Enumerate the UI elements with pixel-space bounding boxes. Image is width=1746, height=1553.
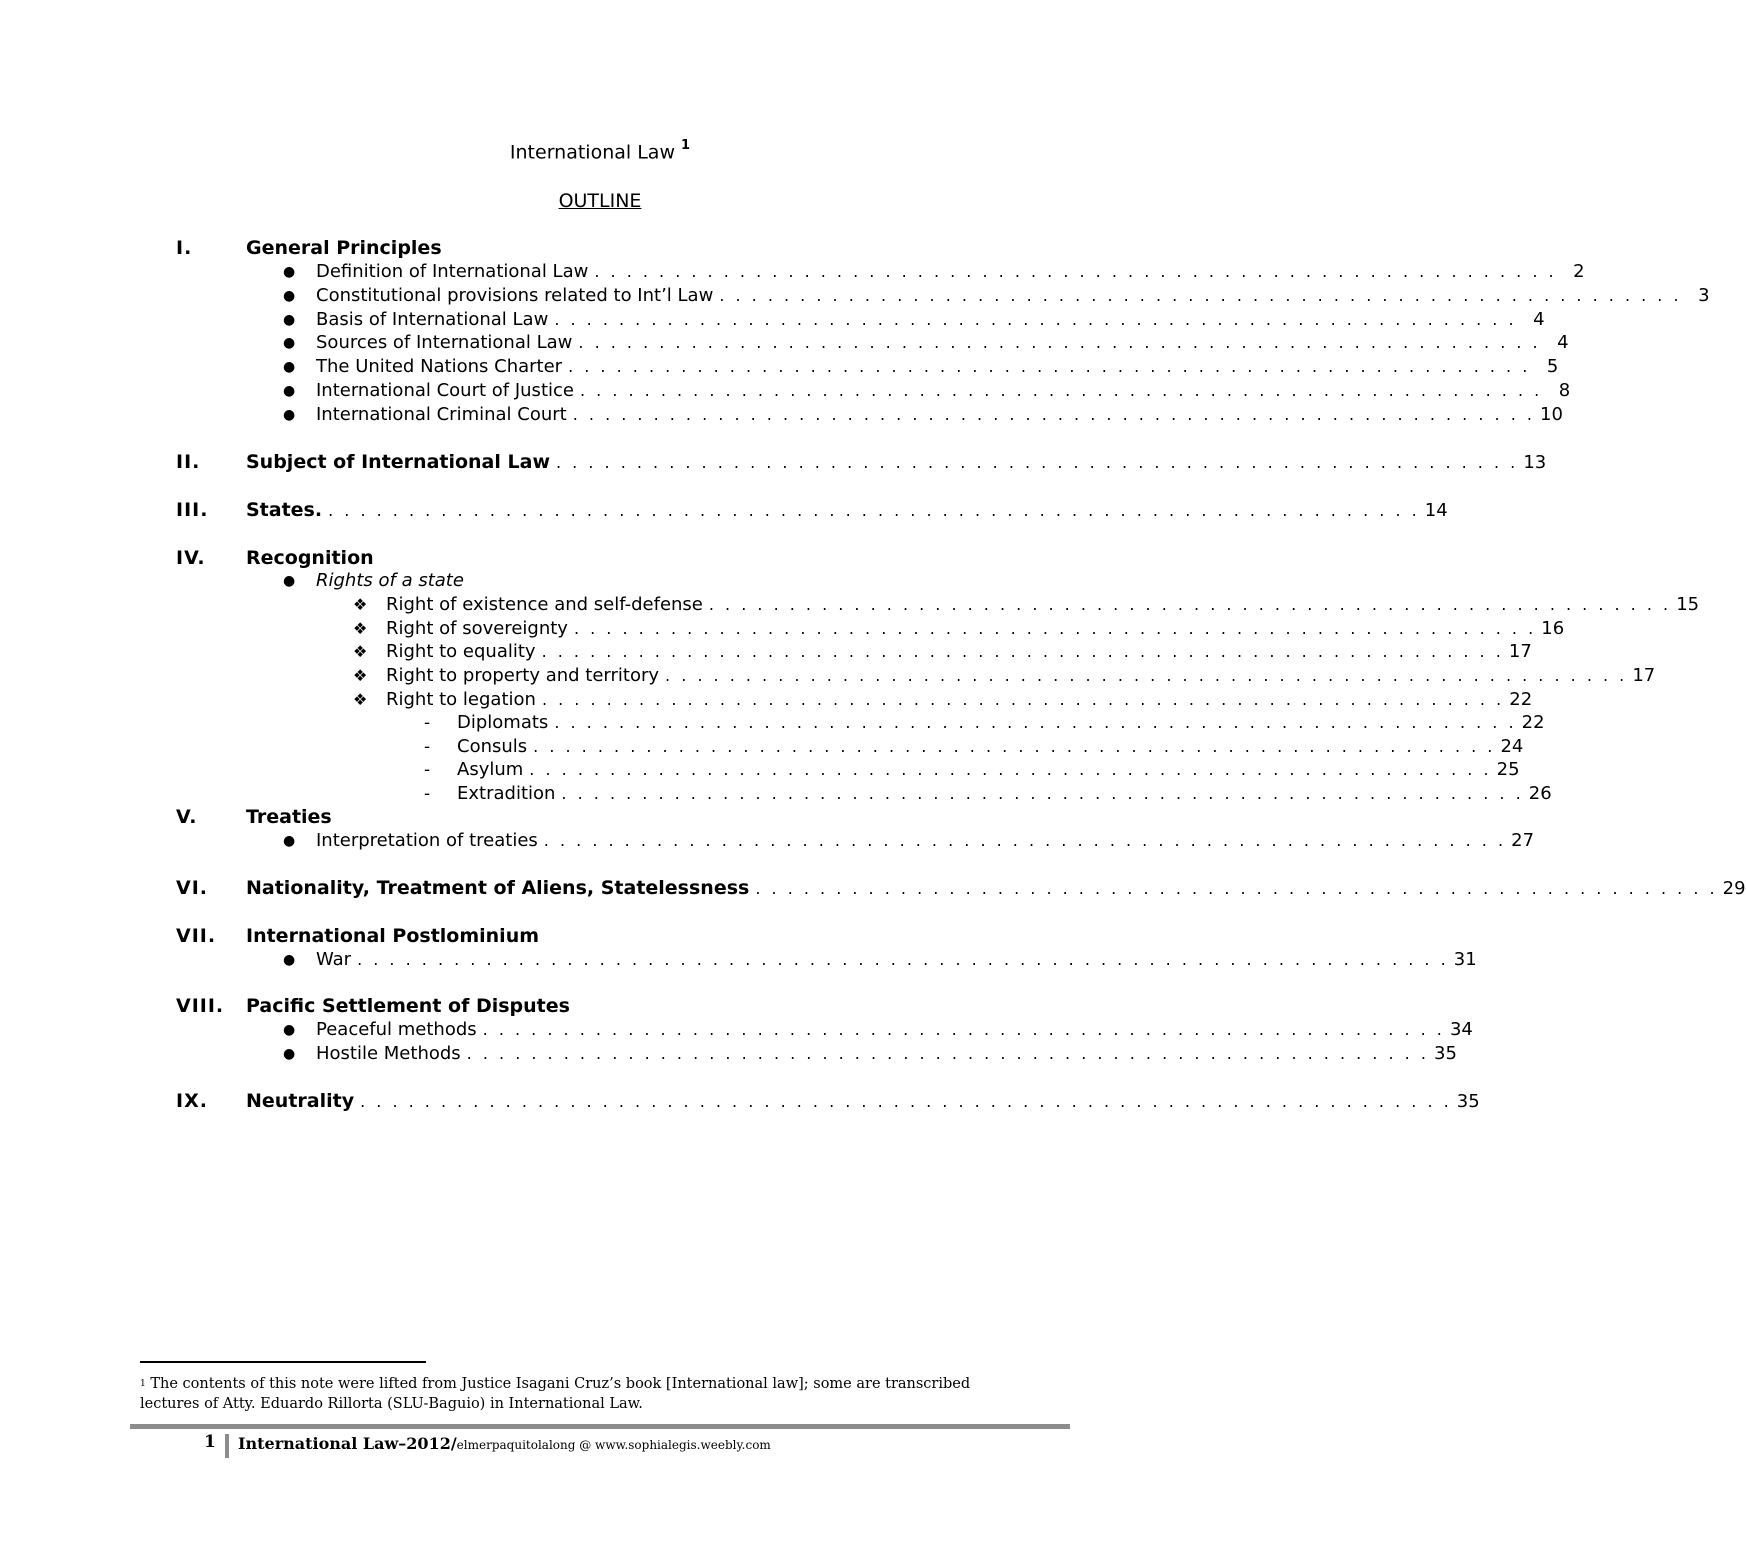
footer-page-number: 1 — [204, 1432, 216, 1452]
toc-item-row — [0, 688, 1533, 712]
title-text: International Law — [509, 141, 675, 164]
entry-page-number: 35 — [1456, 1091, 1480, 1112]
entry-page-number: 29 — [1722, 878, 1746, 899]
toc-entry[interactable] — [386, 664, 1656, 688]
section-numeral: IX. — [176, 1090, 208, 1112]
toc-item-row — [0, 829, 1535, 853]
dot-leader: . . . . . . . . . . . . . . . . . . . . . . . . . . . . . . . . . . . . . . . . . . . . . . . . . . . . . . . . . . . . — [572, 405, 1535, 424]
toc-entry[interactable] — [316, 260, 1585, 284]
toc-item-row — [0, 711, 1545, 735]
section-numeral: I. — [176, 237, 193, 259]
entry-label: Right to equality — [386, 641, 536, 662]
section-title: International Postlominium — [246, 925, 540, 947]
entry-page-number: 16 — [1541, 618, 1565, 639]
toc-item-row — [0, 403, 1563, 427]
toc-subheading[interactable] — [316, 569, 470, 593]
toc-entry[interactable] — [246, 876, 1746, 901]
title-footnote-mark[interactable]: 1 — [681, 138, 691, 153]
bullet-dot-icon: ● — [283, 288, 296, 304]
footnote-separator — [140, 1361, 426, 1363]
section-title: States. — [246, 499, 323, 521]
diamond-bullet-icon: ❖ — [353, 690, 368, 709]
entry-page-number: 17 — [1508, 641, 1532, 662]
dot-leader: . . . . . . . . . . . . . . . . . . . . . . . . . . . . . . . . . . . . . . . . . . . . . . . . . . . . . . . . . . . . — [541, 642, 1504, 661]
entry-label: Basis of International Law — [316, 309, 549, 330]
toc-entry[interactable] — [246, 498, 1448, 523]
entry-label: War — [316, 949, 352, 970]
toc-section-row — [0, 994, 1200, 1018]
entry-label: The United Nations Charter — [316, 356, 563, 377]
entry-page-number: 22 — [1521, 712, 1545, 733]
toc-entry[interactable] — [246, 1089, 1480, 1114]
entry-label: Peaceful methods — [316, 1019, 477, 1040]
outline-heading: OUTLINE — [558, 190, 642, 212]
section-title: Recognition — [246, 547, 374, 569]
section-numeral: III. — [176, 499, 209, 521]
entry-page-number: 26 — [1528, 783, 1552, 804]
toc-entry[interactable] — [246, 450, 1547, 475]
toc-entry[interactable] — [386, 688, 1533, 712]
toc-entry[interactable] — [316, 379, 1571, 403]
toc-item-row — [0, 617, 1565, 641]
entry-page-number: 13 — [1523, 452, 1547, 473]
entry-page-number: 5 — [1546, 356, 1559, 377]
bullet-dot-icon: ● — [283, 573, 296, 589]
bullet-dot-icon: ● — [283, 335, 296, 351]
diamond-bullet-icon: ❖ — [353, 642, 368, 661]
toc-entry[interactable] — [316, 1042, 1457, 1066]
toc-entry[interactable] — [316, 284, 1710, 308]
diamond-bullet-icon: ❖ — [353, 666, 368, 685]
footer-text — [238, 1434, 771, 1453]
section-numeral: VI. — [176, 877, 208, 899]
toc-item-row — [0, 664, 1656, 688]
bullet-dot-icon: ● — [283, 264, 296, 280]
section-numeral: VII. — [176, 925, 217, 947]
entry-page-number: 3 — [1698, 285, 1710, 306]
dot-leader: . . . . . . . . . . . . . . . . . . . . . . . . . . . . . . . . . . . . . . . . . . . . . . . . . . . . . . . . . . . . — [708, 595, 1672, 614]
dot-leader: . . . . . . . . . . . . . . . . . . . . . . . . . . . . . . . . . . . . . . . . . . . . . . . . . . . . . . . . . . . . — [578, 333, 1541, 352]
dot-leader: . . . . . . . . . . . . . . . . . . . . . . . . . . . . . . . . . . . . . . . . . . . . . . . . . . . . . . . . . . . . . . . . . . . . — [360, 1092, 1452, 1111]
toc-entry[interactable] — [457, 735, 1524, 759]
page-footer — [0, 1432, 1200, 1458]
entry-page-number: 17 — [1632, 665, 1656, 686]
entry-page-number: 31 — [1453, 949, 1477, 970]
toc-entry[interactable] — [457, 758, 1520, 782]
section-numeral: VIII. — [176, 995, 225, 1017]
entry-label: Extradition — [457, 783, 556, 804]
entry-page-number: 25 — [1496, 759, 1520, 780]
entry-page-number: 4 — [1533, 309, 1545, 330]
bullet-dot-icon: ● — [283, 312, 296, 328]
document-title — [0, 140, 1200, 163]
toc-item-row — [0, 758, 1520, 782]
toc-item-row — [0, 284, 1710, 308]
bullet-dot-icon: ● — [283, 407, 296, 423]
bullet-dot-icon: ● — [283, 952, 296, 968]
toc-entry[interactable] — [457, 711, 1545, 735]
entry-label: International Court of Justice — [316, 380, 574, 401]
section-title: General Principles — [246, 237, 442, 259]
toc-section-row — [0, 876, 1746, 900]
entry-label: Diplomats — [457, 712, 549, 733]
entry-page-number: 14 — [1424, 500, 1448, 521]
bullet-dot-icon: ● — [283, 1022, 296, 1038]
entry-label: Right to property and territory — [386, 665, 660, 686]
toc-item-row — [0, 735, 1524, 759]
footer-bold-text: International Law–2012/ — [238, 1434, 457, 1453]
toc-entry[interactable] — [316, 355, 1559, 379]
footnote-mark: 1 — [140, 1379, 146, 1389]
bullet-dot-icon: ● — [283, 833, 296, 849]
toc-entry[interactable] — [316, 948, 1477, 972]
footer-small-text[interactable]: elmerpaquitolalong @ www.sophialegis.weebly.com — [456, 1438, 771, 1452]
dot-leader: . . . . . . . . . . . . . . . . . . . . . . . . . . . . . . . . . . . . . . . . . . . . . . . . . . . . . . . . . . . . — [554, 713, 1517, 732]
entry-page-number: 10 — [1540, 404, 1563, 425]
section-title: Subject of International Law — [246, 451, 550, 473]
dash-bullet: - — [424, 784, 431, 804]
entry-label: Interpretation of treaties — [316, 830, 538, 851]
toc-item-row — [0, 593, 1700, 617]
dot-leader: . . . . . . . . . . . . . . . . . . . . . . . . . . . . . . . . . . . . . . . . . . . . . . . . . . . . . . . . . . . . — [719, 286, 1682, 305]
entry-page-number: 8 — [1558, 380, 1571, 401]
entry-page-number: 4 — [1557, 332, 1569, 353]
entry-page-number: 35 — [1434, 1043, 1457, 1064]
dot-leader: . . . . . . . . . . . . . . . . . . . . . . . . . . . . . . . . . . . . . . . . . . . . . . . . . . . . . . . . . . . . — [533, 737, 1496, 756]
toc-section-row — [0, 546, 1200, 570]
dash-bullet: - — [424, 760, 431, 780]
entry-page-number: 34 — [1449, 1019, 1473, 1040]
diamond-bullet-icon: ❖ — [353, 619, 368, 638]
section-numeral: II. — [176, 451, 201, 473]
footnote — [140, 1374, 1020, 1414]
dot-leader: . . . . . . . . . . . . . . . . . . . . . . . . . . . . . . . . . . . . . . . . . . . . . . . . . . . . . . . . . . . . — [568, 357, 1531, 376]
entry-page-number: 27 — [1511, 830, 1535, 851]
dot-leader: . . . . . . . . . . . . . . . . . . . . . . . . . . . . . . . . . . . . . . . . . . . . . . . . . . . . . . . . . . . . — [482, 1020, 1445, 1039]
entry-label: Right of sovereignty — [386, 618, 568, 639]
toc-section-row — [0, 450, 1547, 474]
dot-leader: . . . . . . . . . . . . . . . . . . . . . . . . . . . . . . . . . . . . . . . . . . . . . . . . . . . . . . . . . . . . — [594, 262, 1557, 281]
dot-leader: . . . . . . . . . . . . . . . . . . . . . . . . . . . . . . . . . . . . . . . . . . . . . . . . . . . . . . . . . . . . — [561, 784, 1524, 803]
toc-item-row — [0, 308, 1545, 332]
dot-leader: . . . . . . . . . . . . . . . . . . . . . . . . . . . . . . . . . . . . . . . . . . . . . . . . . . . . . . . . . . . . — [529, 760, 1492, 779]
toc-entry[interactable] — [316, 308, 1545, 332]
bullet-dot-icon: ● — [283, 383, 296, 399]
entry-label: Right to legation — [386, 689, 536, 710]
toc-item-row — [0, 948, 1477, 972]
entry-page-number: 15 — [1676, 594, 1700, 615]
toc-item-row — [0, 379, 1571, 403]
dot-leader: . . . . . . . . . . . . . . . . . . . . . . . . . . . . . . . . . . . . . . . . . . . . . . . . . . . . . . . . . . . . — [755, 879, 1718, 898]
toc-item-row — [0, 1042, 1457, 1066]
dash-bullet: - — [424, 713, 431, 733]
toc-item-row — [0, 640, 1532, 664]
entry-page-number: 24 — [1500, 736, 1524, 757]
section-numeral: V. — [176, 806, 198, 828]
dot-leader: . . . . . . . . . . . . . . . . . . . . . . . . . . . . . . . . . . . . . . . . . . . . . . . . . . . . . . . . . . . . — [573, 619, 1537, 638]
toc-item-row — [0, 355, 1559, 379]
dot-leader: . . . . . . . . . . . . . . . . . . . . . . . . . . . . . . . . . . . . . . . . . . . . . . . . . . . . . . . . . . . . — [466, 1044, 1429, 1063]
dot-leader: . . . . . . . . . . . . . . . . . . . . . . . . . . . . . . . . . . . . . . . . . . . . . . . . . . . . . . . . . . . . . . . . . . . . — [357, 950, 1449, 969]
entry-label: Asylum — [457, 759, 524, 780]
toc-entry[interactable] — [316, 829, 1535, 853]
dot-leader: . . . . . . . . . . . . . . . . . . . . . . . . . . . . . . . . . . . . . . . . . . . . . . . . . . . . . . . . . . . . — [543, 831, 1507, 850]
section-title: Neutrality — [246, 1090, 355, 1112]
toc-section-row — [0, 498, 1448, 522]
toc-item-row — [0, 1018, 1473, 1042]
entry-label: Constitutional provisions related to Int’l Law — [316, 285, 714, 306]
dot-leader: . . . . . . . . . . . . . . . . . . . . . . . . . . . . . . . . . . . . . . . . . . . . . . . . . . . . . . . . . . . . . . . . . . . . — [328, 501, 1420, 520]
entry-label: International Criminal Court — [316, 404, 567, 425]
entry-label: Sources of International Law — [316, 332, 573, 353]
toc-item-row — [0, 331, 1569, 355]
bullet-dot-icon: ● — [283, 359, 296, 375]
toc-entry[interactable] — [316, 403, 1563, 427]
toc-entry[interactable] — [316, 331, 1569, 355]
toc-entry[interactable] — [457, 782, 1552, 806]
entry-label: Hostile Methods — [316, 1043, 461, 1064]
entry-label: Consuls — [457, 736, 528, 757]
section-title: Pacific Settlement of Disputes — [246, 995, 570, 1017]
footer-divider — [225, 1434, 229, 1458]
toc-item-row — [0, 260, 1585, 284]
toc-item-row — [0, 569, 1200, 593]
toc-entry[interactable] — [316, 1018, 1473, 1042]
toc-item-row — [0, 782, 1552, 806]
entry-label: Rights of a state — [316, 570, 464, 591]
dot-leader: . . . . . . . . . . . . . . . . . . . . . . . . . . . . . . . . . . . . . . . . . . . . . . . . . . . . . . . . . . . . — [665, 666, 1628, 685]
footnote-text: The contents of this note were lifted from Justice Isagani Cruz’s book [International law]; some are transcribed lectures of Atty. Eduardo Rillorta (SLU-Baguio) in International Law. — [140, 1376, 971, 1412]
section-title: Nationality, Treatment of Aliens, Statelessness — [246, 877, 750, 899]
dot-leader: . . . . . . . . . . . . . . . . . . . . . . . . . . . . . . . . . . . . . . . . . . . . . . . . . . . . . . . . . . . . — [541, 690, 1505, 709]
toc-section-row — [0, 1089, 1480, 1113]
entry-label: Right of existence and self-defense — [386, 594, 703, 615]
section-numeral: IV. — [176, 547, 206, 569]
section-title: Treaties — [246, 806, 332, 828]
entry-page-number: 22 — [1509, 689, 1533, 710]
toc-section-row — [0, 805, 1200, 829]
dash-bullet: - — [424, 737, 431, 757]
toc-entry[interactable] — [386, 593, 1700, 617]
bullet-dot-icon: ● — [283, 1046, 296, 1062]
diamond-bullet-icon: ❖ — [353, 595, 368, 614]
toc-section-row — [0, 236, 1200, 260]
footer-rule — [130, 1424, 1070, 1429]
entry-page-number: 2 — [1573, 261, 1585, 282]
dot-leader: . . . . . . . . . . . . . . . . . . . . . . . . . . . . . . . . . . . . . . . . . . . . . . . . . . . . . . . . . . . . — [554, 310, 1517, 329]
toc-section-row — [0, 924, 1200, 948]
dot-leader: . . . . . . . . . . . . . . . . . . . . . . . . . . . . . . . . . . . . . . . . . . . . . . . . . . . . . . . . . . . . — [556, 453, 1519, 472]
dot-leader: . . . . . . . . . . . . . . . . . . . . . . . . . . . . . . . . . . . . . . . . . . . . . . . . . . . . . . . . . . . . — [579, 381, 1543, 400]
toc-entry[interactable] — [386, 640, 1532, 664]
toc-entry[interactable] — [386, 617, 1565, 641]
entry-label: Definition of International Law — [316, 261, 589, 282]
